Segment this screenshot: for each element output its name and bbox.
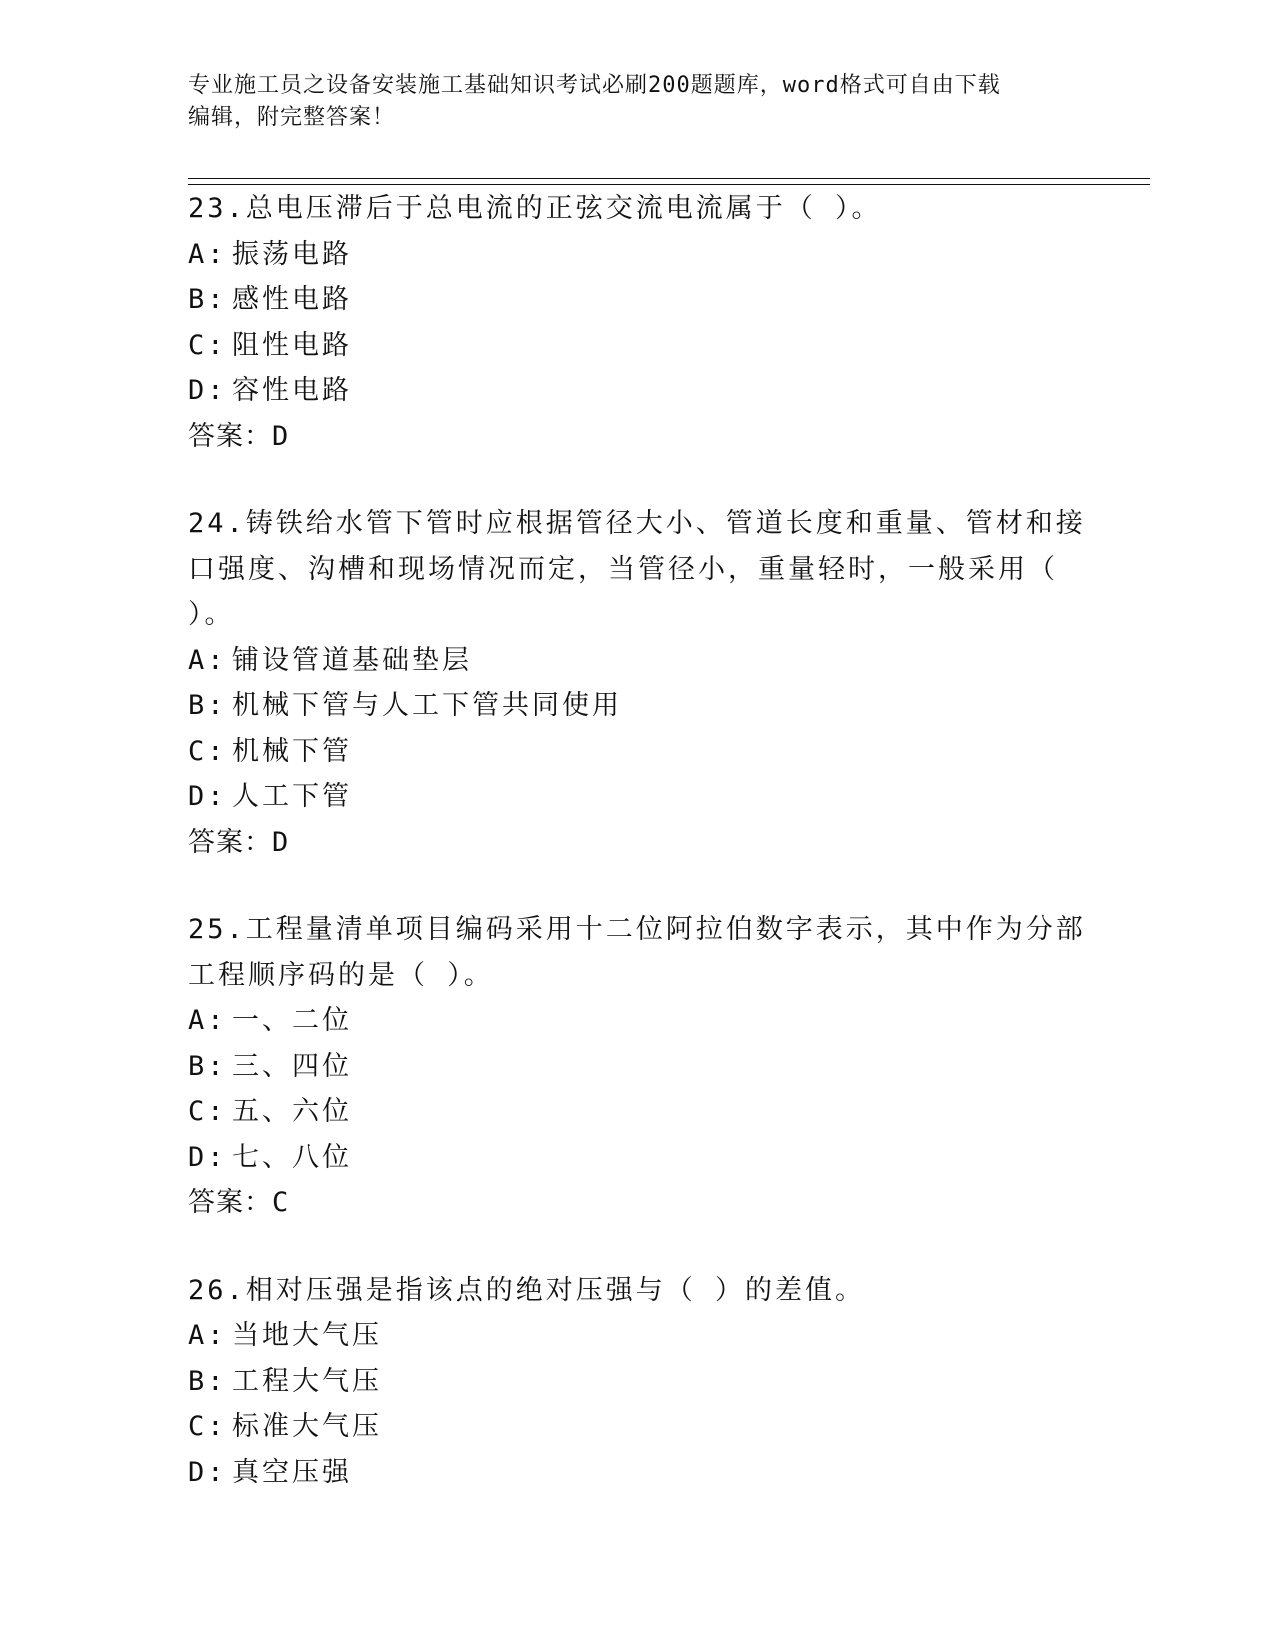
option-key: D: xyxy=(188,1141,227,1173)
header-line-1: 专业施工员之设备安装施工基础知识考试必刷200题题库，word格式可自由下载 xyxy=(188,73,1001,98)
question-item xyxy=(188,186,1088,459)
option-d xyxy=(188,774,1088,820)
question-text xyxy=(188,186,1088,232)
option-text: 当地大气压 xyxy=(232,1320,382,1351)
option-key: C: xyxy=(188,735,227,767)
option-d xyxy=(188,1450,1088,1496)
option-text: 阻性电路 xyxy=(232,329,352,361)
option-key: B: xyxy=(188,1365,227,1397)
option-text: 机械下管 xyxy=(232,735,352,767)
option-b xyxy=(188,683,1088,729)
option-text: 机械下管与人工下管共同使用 xyxy=(232,690,622,721)
option-text: 真空压强 xyxy=(232,1456,352,1488)
option-key: C: xyxy=(188,329,227,361)
option-text: 五、六位 xyxy=(232,1096,352,1127)
option-key: D: xyxy=(188,781,227,812)
question-text xyxy=(188,1268,1088,1314)
option-text: 工程大气压 xyxy=(232,1365,382,1397)
option-a xyxy=(188,638,1088,684)
option-key: A: xyxy=(188,238,227,270)
question-stem: 铸铁给水管下管时应根据管径大小、管道长度和重量、管材和接口强度、沟槽和现场情况而定，当管径小，重量轻时，一般采用（ ）。 xyxy=(188,508,1086,630)
answer-line: 答案：D xyxy=(188,420,290,452)
option-text: 标准大气压 xyxy=(232,1411,382,1442)
header-divider-top xyxy=(188,178,1150,179)
question-item xyxy=(188,907,1088,1226)
question-text xyxy=(188,907,1088,998)
question-number: 25. xyxy=(188,914,246,945)
option-b xyxy=(188,1044,1088,1090)
option-key: A: xyxy=(188,1320,227,1351)
option-text: 七、八位 xyxy=(232,1141,352,1173)
option-text: 容性电路 xyxy=(232,375,352,406)
option-d xyxy=(188,1135,1088,1181)
option-c xyxy=(188,323,1088,369)
answer-line: 答案：C xyxy=(188,1187,290,1218)
option-key: B: xyxy=(188,690,227,721)
option-key: B: xyxy=(188,284,227,315)
option-text: 人工下管 xyxy=(232,781,352,812)
option-key: D: xyxy=(188,1456,227,1488)
header-line-2: 编辑，附完整答案！ xyxy=(188,105,396,130)
question-list xyxy=(188,186,1088,1537)
option-text: 三、四位 xyxy=(232,1050,352,1082)
answer-line: 答案：D xyxy=(188,826,290,858)
question-item xyxy=(188,1268,1088,1496)
question-stem: 总电压滞后于总电流的正弦交流电流属于（ ）。 xyxy=(245,193,882,224)
option-text: 一、二位 xyxy=(232,1005,352,1036)
question-number: 23. xyxy=(188,193,246,224)
question-number: 24. xyxy=(188,508,246,539)
question-number: 26. xyxy=(188,1274,246,1306)
option-d xyxy=(188,368,1088,414)
question-text xyxy=(188,501,1088,638)
question-stem: 工程量清单项目编码采用十二位阿拉伯数字表示，其中作为分部工程顺序码的是（ ）。 xyxy=(188,914,1086,991)
option-text: 振荡电路 xyxy=(232,238,352,270)
option-a xyxy=(188,1313,1088,1359)
question-item xyxy=(188,501,1088,865)
question-stem: 相对压强是指该点的绝对压强与（ ）的差值。 xyxy=(245,1274,866,1306)
option-b xyxy=(188,1359,1088,1405)
option-text: 感性电路 xyxy=(232,284,352,315)
option-c xyxy=(188,1089,1088,1135)
option-key: B: xyxy=(188,1050,227,1082)
option-key: A: xyxy=(188,644,227,676)
option-key: C: xyxy=(188,1411,227,1442)
option-key: A: xyxy=(188,1005,227,1036)
option-key: D: xyxy=(188,375,227,406)
option-c xyxy=(188,729,1088,775)
option-c xyxy=(188,1404,1088,1450)
option-b xyxy=(188,277,1088,323)
option-text: 铺设管道基础垫层 xyxy=(232,644,472,676)
option-key: C: xyxy=(188,1096,227,1127)
option-a xyxy=(188,232,1088,278)
option-a xyxy=(188,998,1088,1044)
document-header xyxy=(188,70,1078,134)
header-divider-bottom xyxy=(188,184,1150,185)
